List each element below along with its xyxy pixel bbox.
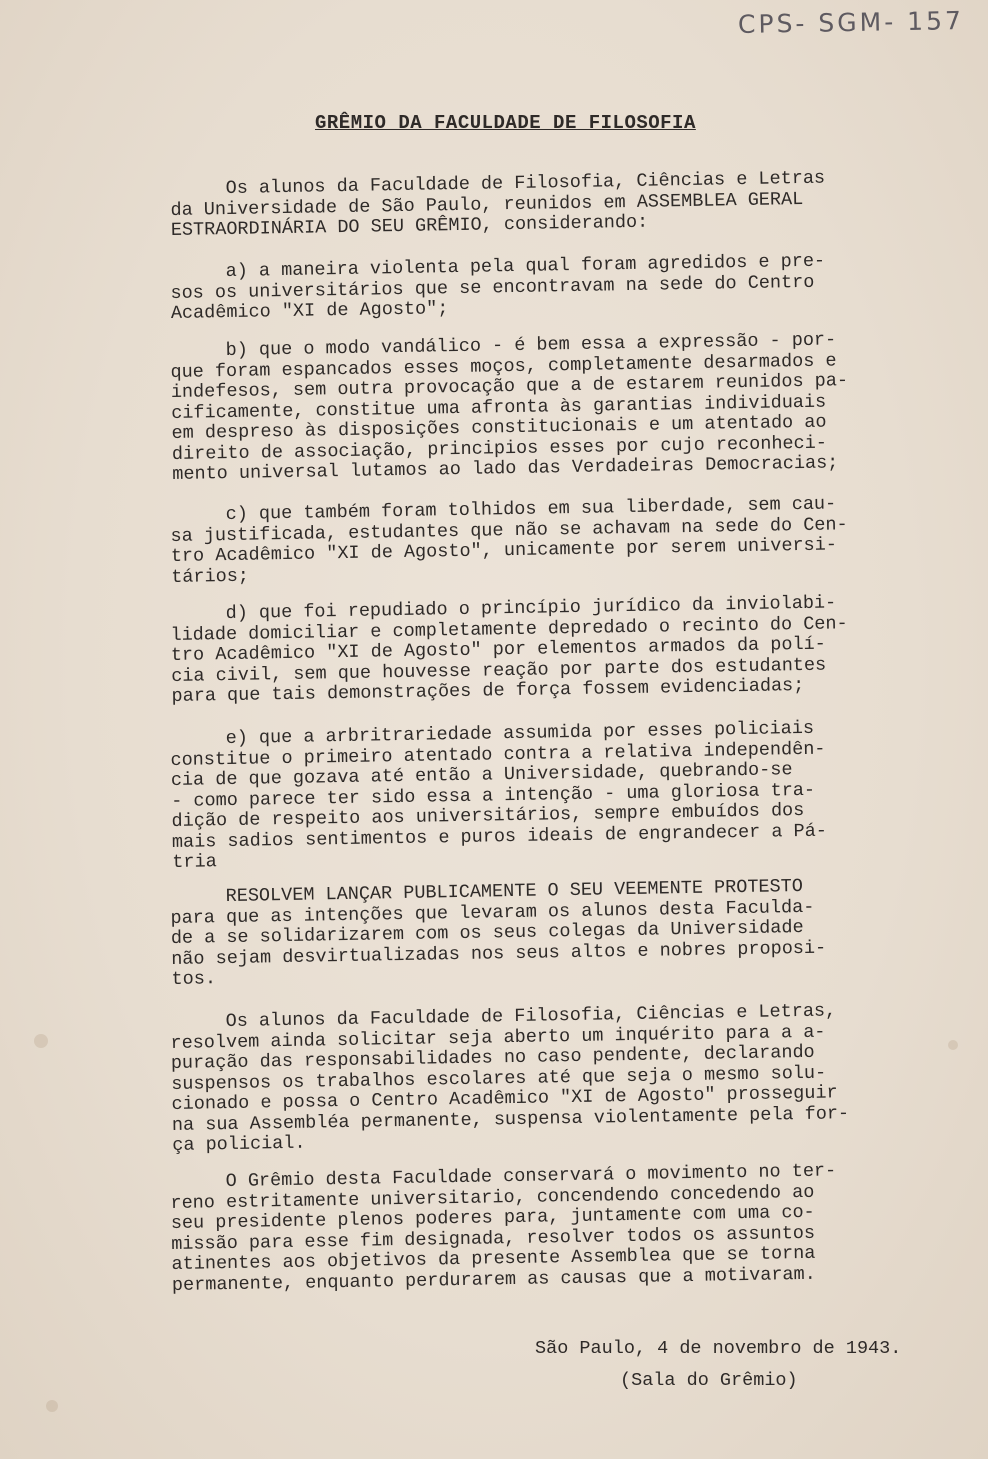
- paper-stain: [34, 1034, 48, 1048]
- archive-reference: CPS- SGM- 157: [737, 6, 965, 39]
- resolution-paragraph: RESOLVEM LANÇAR PUBLICAMENTE O SEU VEEMENTE PROTESTO para que as intenções que levaram os alunos desta Faculda- de a se solidarizarem com os seus colegas da Universidade não sejam desvirtualizadas nos seus altos e nobres proposi- tos.: [169, 875, 827, 990]
- item-d-paragraph: d) que foi repudiado o princípio jurídico da inviolabi- lidade domiciliar e completamente depredado o recinto do Cen- tro Acadêmico "XI de Agosto" por elementos armados da polí- cia civil, sem que houvesse reação por parte dos estudantes para que tais demonstrações de força fossem evidenciadas;: [169, 592, 848, 707]
- paper-stain: [46, 1400, 58, 1412]
- item-b-paragraph: b) que o modo vandálico - é bem essa a expressão - por- que foram espancados esses moços, completamente desarmados e indefesos, sem outra provocação que a de estarem reunidos pa- cificamente, constitue uma afronta às garantias individuais em despreso às disposições constitucionais e um atentado ao direito de associação, principios esses por cujo reconheci- mento universal lutamos ao lado das Verdadeiras Democracias;: [169, 329, 849, 485]
- signature-place: (Sala do Grêmio): [620, 1370, 798, 1391]
- further-resolution-paragraph: Os alunos da Faculdade de Filosofia, Ciências e Letras, resolvem ainda solicitar seja aberto um inquérito para a a- puração das responsabilidades no caso pendente, declarando suspensos os trabalhos escolares até que seja o mesmo solu- cionado e possa o Centro Acadêmico "XI de Agosto" prosseguir na sua Assembléa permanente, suspensa violentamente pela for- ça policial.: [169, 1000, 850, 1156]
- paper-stain: [948, 1040, 958, 1050]
- document-title: GRÊMIO DA FACULDADE DE FILOSOFIA: [315, 112, 696, 134]
- item-e-paragraph: e) que a arbritrariedade assumida por esses policiais constitue o primeiro atentado contra a relativa independên- cia de que gozava até então a Universidade, quebrando-se - como parece ter sido essa a intenção - uma gloriosa tra- dição de respeito aos universitários, sempre embuídos dos mais sadios sentimentos e puros ideais de engrandecer a Pá- tria: [169, 717, 828, 873]
- intro-paragraph: Os alunos da Faculdade de Filosofia, Ciências e Letras da Universidade de São Paulo, reunidos em ASSEMBLEA GERAL ESTRAORDINÁRIA DO SEU GRÊMIO, considerando:: [169, 167, 826, 241]
- signature-date: São Paulo, 4 de novembro de 1943.: [535, 1338, 902, 1359]
- item-c-paragraph: c) que também foram tolhidos em sua liberdade, sem cau- sa justificada, estudantes que não se achavam na sede do Cen- tro Acadêmico "XI de Agosto", unicamente por serem universi- tários;: [169, 493, 848, 588]
- item-a-paragraph: a) a maneira violenta pela qual foram agredidos e pre- sos os universitários que se encontravam na sede do Centro Acadêmico "XI de Agosto";: [169, 250, 826, 324]
- closing-paragraph: O Grêmio desta Faculdade conservará o movimento no ter- reno estritamente universitario, concendendo concedendo ao seu presidente plenos poderes para, juntamente com uma co- missão para esse fim designada, resolver todos os assuntos atinentes aos objetivos da presente Assemblea que se torna permanente, enquanto perdurarem as causas que a motivaram.: [169, 1160, 837, 1296]
